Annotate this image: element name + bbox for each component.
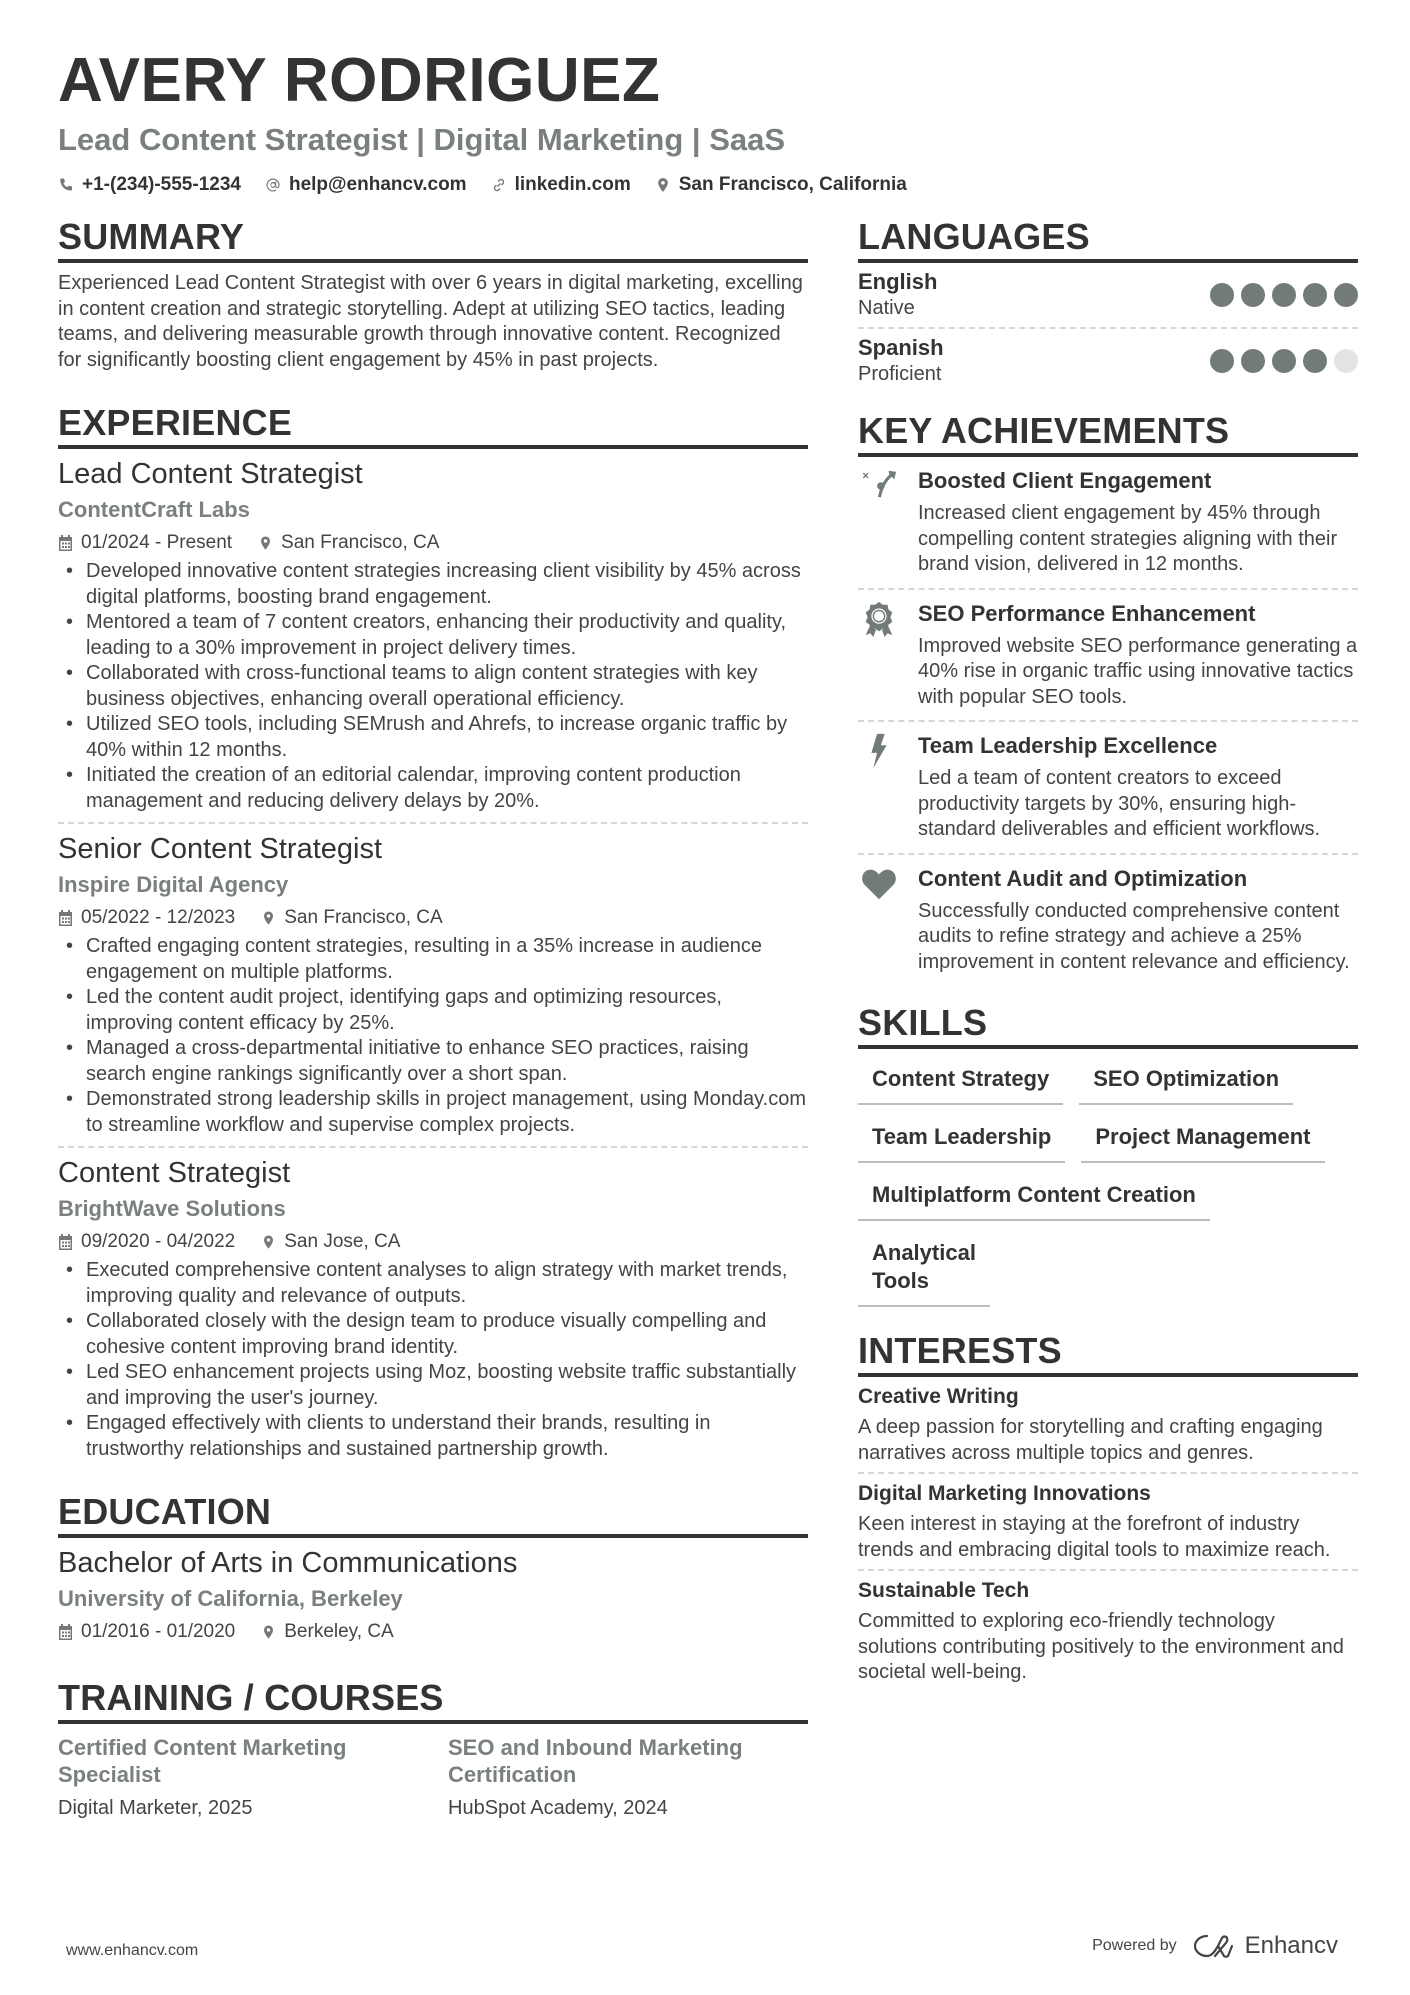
achievements-section	[858, 409, 1358, 985]
job-meta	[58, 1228, 808, 1256]
job-title: Lead Content Strategist	[58, 458, 363, 490]
rating-dot-empty	[1334, 349, 1358, 373]
experience-item	[58, 824, 808, 1148]
job-bullets	[58, 1258, 808, 1462]
job-bullets	[58, 559, 808, 814]
job-bullet: • Crafted engaging content strategies, resulting in a 35% increase in audience engagement on multiple platforms.	[58, 934, 808, 985]
calendar-icon	[58, 535, 73, 551]
training-section	[58, 1676, 808, 1822]
company-name: Inspire Digital Agency	[58, 872, 289, 897]
school-name: University of California, Berkeley	[58, 1586, 403, 1611]
summary-section	[58, 215, 808, 373]
skills-heading: SKILLS	[858, 1001, 1358, 1049]
job-bullets	[58, 934, 808, 1138]
job-bullet: • Mentored a team of 7 content creators, enhancing their productivity and quality, leading to a 30% improvement in project delivery times.	[58, 610, 808, 661]
rating-dot-filled	[1210, 349, 1234, 373]
rating-dot-filled	[1303, 283, 1327, 307]
powered-by-label: Powered by	[1092, 1937, 1177, 1954]
rating-dot-filled	[1303, 349, 1327, 373]
education-heading: EDUCATION	[58, 1490, 808, 1538]
contact-phone[interactable]	[58, 174, 241, 196]
experience-item	[58, 449, 808, 824]
rating-dot-filled	[1241, 349, 1265, 373]
company-name: BrightWave Solutions	[58, 1196, 286, 1221]
rating-dot-filled	[1210, 283, 1234, 307]
strategy-arrow-icon	[860, 467, 898, 505]
skill-tag: Content Strategy	[858, 1061, 1063, 1105]
job-title: Senior Content Strategist	[58, 833, 383, 865]
link-icon	[491, 177, 507, 193]
course-item	[448, 1734, 808, 1822]
job-bullet: • Led the content audit project, identifying gaps and optimizing resources, improving content efficacy by 25%.	[58, 985, 808, 1036]
candidate-name: AVERY RODRIGUEZ	[58, 46, 661, 115]
job-location: San Francisco, CA	[284, 907, 443, 928]
job-location: San Francisco, CA	[281, 532, 440, 553]
job-dates: 05/2022 - 12/2023	[81, 907, 236, 928]
course-provider: HubSpot Academy, 2024	[448, 1797, 668, 1819]
education-meta	[58, 1618, 808, 1646]
interest-desc: Committed to exploring eco-friendly technology solutions contributing positively to the environment and societal well-being.	[858, 1610, 1344, 1683]
experience-item	[58, 1148, 808, 1470]
experience-heading: EXPERIENCE	[58, 401, 808, 449]
language-level: Native	[858, 297, 915, 319]
job-title: Content Strategist	[58, 1157, 291, 1189]
calendar-icon	[58, 1234, 73, 1250]
job-meta	[58, 529, 808, 557]
enhancv-logo-icon	[1191, 1932, 1237, 1960]
achievements-heading: KEY ACHIEVEMENTS	[858, 409, 1358, 457]
education-item	[58, 1538, 808, 1646]
achievement-item	[858, 590, 1358, 723]
achievement-title: Content Audit and Optimization	[918, 865, 1248, 891]
training-heading: TRAINING / COURSES	[58, 1676, 808, 1724]
location-icon	[258, 535, 273, 551]
contact-email-text: help@enhancv.com	[288, 174, 467, 195]
education-section	[58, 1490, 808, 1646]
company-name: ContentCraft Labs	[58, 497, 250, 522]
award-medal-icon	[860, 600, 898, 638]
resume-header	[58, 42, 1358, 196]
at-icon	[265, 177, 281, 193]
job-bullet: • Led SEO enhancement projects using Moz, boosting website traffic substantially and improving the user's journey.	[58, 1360, 808, 1411]
experience-section	[58, 401, 808, 1470]
achievement-desc: Improved website SEO performance generating a 40% rise in organic traffic using innovative tactics with popular SEO tools.	[918, 634, 1358, 708]
education-location: Berkeley, CA	[284, 1621, 394, 1642]
contact-email[interactable]	[265, 174, 467, 196]
education-dates: 01/2016 - 01/2020	[81, 1621, 236, 1642]
interests-heading: INTERESTS	[858, 1329, 1358, 1377]
footer-branding	[1092, 1932, 1338, 1960]
course-title: SEO and Inbound Marketing Certification	[448, 1735, 743, 1787]
interest-title: Digital Marketing Innovations	[858, 1482, 1151, 1505]
skill-tag: SEO Optimization	[1079, 1061, 1293, 1105]
job-bullet: • Utilized SEO tools, including SEMrush and Ahrefs, to increase organic traffic by 40% within 12 months.	[58, 712, 808, 763]
contact-bar	[58, 174, 1358, 196]
interest-title: Creative Writing	[858, 1385, 1019, 1408]
achievement-title: Team Leadership Excellence	[918, 733, 1218, 758]
interest-item	[858, 1474, 1358, 1571]
interest-desc: Keen interest in staying at the forefront of industry trends and embracing digital tools to maximize reach.	[858, 1513, 1331, 1561]
left-column	[58, 215, 808, 1822]
contact-location-text: San Francisco, California	[678, 174, 907, 195]
contact-linkedin-text: linkedin.com	[514, 174, 631, 195]
achievement-desc: Increased client engagement by 45% through compelling content strategies aligning with their brand vision, delivered in 12 months.	[918, 502, 1338, 575]
footer-website-link[interactable]: www.enhancv.com	[66, 1942, 199, 1959]
skills-list	[858, 1061, 1358, 1307]
achievement-item	[858, 722, 1358, 855]
phone-icon	[58, 177, 74, 193]
language-level: Proficient	[858, 363, 942, 385]
achievement-title: Boosted Client Engagement	[918, 468, 1212, 493]
location-icon	[655, 177, 671, 193]
skills-section	[858, 1001, 1358, 1307]
job-bullet: • Managed a cross-departmental initiative to enhance SEO practices, raising search engine rankings significantly over a short span.	[58, 1036, 808, 1087]
languages-heading: LANGUAGES	[858, 215, 1358, 263]
job-dates: 09/2020 - 04/2022	[81, 1231, 236, 1252]
skill-tag: Team Leadership	[858, 1119, 1065, 1163]
language-item	[858, 263, 1358, 329]
lightning-bolt-icon	[860, 732, 898, 770]
location-icon	[261, 1624, 276, 1640]
language-rating	[1210, 349, 1358, 373]
job-location: San Jose, CA	[284, 1231, 401, 1252]
rating-dot-filled	[1334, 283, 1358, 307]
course-provider: Digital Marketer, 2025	[58, 1797, 253, 1819]
achievement-item	[858, 457, 1358, 590]
achievement-item	[858, 855, 1358, 986]
skill-tag: Multiplatform Content Creation	[858, 1177, 1210, 1221]
job-bullet: • Developed innovative content strategies increasing client visibility by 45% across digital platforms, boosting brand engagement.	[58, 559, 808, 610]
enhancv-logo[interactable]	[1191, 1932, 1338, 1960]
contact-location	[655, 174, 907, 196]
contact-phone-text: +1-(234)-555-1234	[82, 174, 241, 195]
calendar-icon	[58, 1624, 73, 1640]
interest-item	[858, 1377, 1358, 1474]
job-bullet: • Collaborated closely with the design team to produce visually compelling and cohesive content improving brand identity.	[58, 1309, 808, 1360]
job-bullet: • Initiated the creation of an editorial calendar, improving content production management and reducing delivery delays by 20%.	[58, 763, 808, 814]
courses-list	[58, 1734, 808, 1822]
job-meta	[58, 904, 808, 932]
job-bullet: • Demonstrated strong leadership skills in project management, using Monday.com to streamline workflow and supervise complex projects.	[58, 1087, 808, 1138]
achievement-desc: Led a team of content creators to exceed productivity targets by 30%, ensuring high-standard deliverables and efficient workflows.	[918, 767, 1321, 840]
job-bullet: • Executed comprehensive content analyses to align strategy with market trends, improving quality and relevance of outputs.	[58, 1258, 808, 1309]
course-item	[58, 1734, 418, 1822]
job-bullet: • Collaborated with cross-functional teams to align content strategies with key business objectives, enhancing overall operational efficiency.	[58, 661, 808, 712]
rating-dot-filled	[1272, 283, 1296, 307]
summary-heading: SUMMARY	[58, 215, 808, 263]
right-column	[858, 215, 1358, 1692]
skill-tag: Project Management	[1081, 1119, 1324, 1163]
language-item	[858, 329, 1358, 393]
course-title: Certified Content Marketing Specialist	[58, 1735, 347, 1787]
skill-tag: Analytical Tools	[858, 1235, 990, 1307]
heart-icon	[860, 865, 898, 903]
rating-dot-filled	[1241, 283, 1265, 307]
contact-linkedin[interactable]	[491, 174, 631, 196]
languages-section	[858, 215, 1358, 393]
achievement-title: SEO Performance Enhancement	[918, 600, 1256, 626]
interest-title: Sustainable Tech	[858, 1579, 1030, 1602]
summary-text: Experienced Lead Content Strategist with over 6 years in digital marketing, excelling in content creation and strategic storytelling. Adept at utilizing SEO tactics, leading teams, and delivering measurable growth through innovative content. Recognized for significantly boosting client engagement by 45% in past projects.	[58, 272, 803, 371]
calendar-icon	[58, 910, 73, 926]
degree-title: Bachelor of Arts in Communications	[58, 1547, 518, 1579]
interest-desc: A deep passion for storytelling and crafting engaging narratives across multiple topics and genres.	[858, 1416, 1323, 1464]
brand-name: Enhancv	[1244, 1932, 1338, 1959]
candidate-headline: Lead Content Strategist | Digital Marketing | SaaS	[58, 122, 786, 157]
language-rating	[1210, 283, 1358, 307]
achievement-desc: Successfully conducted comprehensive content audits to refine strategy and achieve a 25% improvement in content relevance and efficiency.	[918, 899, 1350, 973]
language-name: Spanish	[858, 335, 944, 360]
job-dates: 01/2024 - Present	[81, 532, 233, 553]
interest-item	[858, 1571, 1358, 1692]
location-icon	[261, 910, 276, 926]
location-icon	[261, 1234, 276, 1250]
interests-section	[858, 1329, 1358, 1692]
language-name: English	[858, 269, 938, 294]
job-bullet: • Engaged effectively with clients to understand their brands, resulting in trustworthy relationships and sustained partnership growth.	[58, 1411, 808, 1462]
rating-dot-filled	[1272, 349, 1296, 373]
